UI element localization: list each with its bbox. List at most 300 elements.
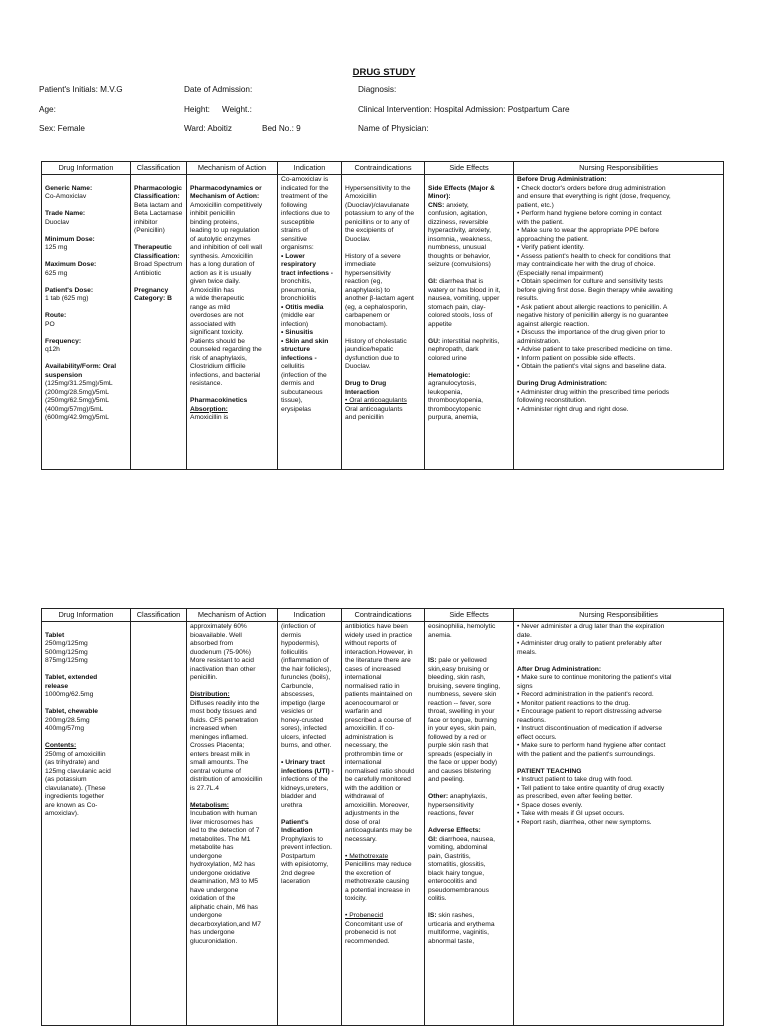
text-line: erysipelas: [281, 405, 312, 413]
text-line: laceration: [281, 878, 310, 885]
text-line: PATIENT TEACHING: [517, 767, 582, 775]
text-line: spreads (especially in: [428, 750, 493, 758]
text-line: resistance.: [190, 380, 223, 387]
line-spacer: [190, 176, 274, 185]
text-line: face or tongue, burning: [428, 716, 497, 724]
text-line: Frequency:: [45, 337, 82, 345]
text-line: is 27.7L.4: [190, 784, 219, 792]
text-line: • Otitis media: [281, 303, 324, 311]
text-line: and penicillin: [345, 414, 384, 421]
text-line: enterocolitis and: [428, 878, 477, 885]
text-line: range as mild: [190, 303, 231, 311]
text-line: [428, 912, 510, 921]
text-line: [428, 202, 510, 211]
text-line: impetigo (large: [281, 699, 326, 707]
text-label: GU:: [428, 337, 441, 345]
text-line: Minor):: [428, 193, 451, 200]
text-label: Other:: [428, 793, 449, 800]
text-line: Before Drug Administration:: [517, 176, 607, 183]
text-line: significant toxicity.: [190, 329, 244, 336]
text-line: pneumonia,: [281, 286, 316, 294]
text-line: • Space doses evenly.: [517, 801, 583, 809]
text-line: Pregnancy: [134, 286, 169, 294]
line-spacer: [45, 176, 127, 185]
text-line: penicillins or to any of: [345, 218, 410, 226]
line-spacer: [134, 278, 183, 287]
col-header-drug-information: Drug Information: [42, 162, 131, 175]
text-line: potassium to any of the: [345, 210, 415, 217]
drug-study-table: [41, 161, 724, 470]
text-line: skin,easy bruising or: [428, 665, 489, 673]
text-line: • Make sure to perform hand hygiene after contact: [517, 742, 666, 749]
line-spacer: [517, 657, 720, 666]
text-label: IS:: [428, 657, 437, 664]
text-line: methotrexate causing: [345, 878, 409, 885]
text-line: thoughts or behavior,: [428, 252, 491, 260]
text-line: • Sinusitis: [281, 329, 314, 336]
text-line: glucuronidation.: [190, 937, 238, 945]
line-spacer: [345, 329, 421, 338]
patient-height: Height:: [184, 105, 210, 114]
text-line: leading to up regulation: [190, 227, 260, 234]
text-line: structure: [281, 346, 310, 353]
line-spacer: [345, 844, 421, 853]
text-line: infections of the: [281, 776, 328, 783]
text-line: vomiting, abdominal: [428, 844, 488, 851]
text-line: the literature there are: [345, 657, 411, 664]
text-line: Drug to Drug: [345, 380, 387, 387]
text-line: action as it is usually: [190, 269, 252, 277]
text-line: small amounts. The: [190, 759, 249, 766]
line-spacer: [190, 793, 274, 802]
text-line: urticaria and erythema: [428, 920, 495, 928]
text-line: (inflammation of: [281, 657, 329, 664]
text-line: Crosses Placenta;: [190, 742, 245, 749]
text-line: • Never administer a drug later than the expiration: [517, 623, 665, 630]
text-line: folliculitis: [281, 648, 308, 656]
text-line: cellulitis: [281, 363, 305, 370]
text-line: Trade Name:: [45, 210, 86, 217]
text-line: Indication: [281, 827, 313, 834]
text-line: amoxicillin. Moreover,: [345, 801, 410, 809]
text-line: most body tissues and: [190, 708, 257, 715]
text-rest: diarrhoea, nausea,: [437, 835, 495, 843]
text-line: Tablet, chewable: [45, 708, 99, 715]
line-spacer: [45, 227, 127, 236]
text-line: bronchitis,: [281, 278, 312, 285]
text-line: widely used in practice: [345, 631, 413, 639]
text-line: confusion, agitation,: [428, 210, 488, 217]
text-line: Co-Amoxiclav: [45, 193, 87, 200]
line-spacer: [45, 623, 127, 632]
text-line: Hematologic:: [428, 371, 471, 379]
text-line: hyperactivity, anxiety,: [428, 227, 491, 234]
text-line: following reconstitution.: [517, 397, 587, 404]
text-line: the excipients of: [345, 227, 394, 234]
text-line: pain, Gastritis,: [428, 852, 471, 860]
text-line: fluids. CFS penetration: [190, 716, 259, 724]
text-line: seizure (convulsions): [428, 261, 491, 268]
text-line: During Drug Administration:: [517, 380, 608, 387]
text-line: History of cholestatic: [345, 337, 407, 345]
text-line: date.: [517, 631, 532, 639]
text-line: normalised ratio should: [345, 767, 415, 775]
text-line: • Advise patient to take prescribed medicine on time.: [517, 346, 673, 353]
line-spacer: [345, 244, 421, 253]
text-line: anaphylaxis) to: [345, 286, 390, 294]
text-rest: diarrhea that is: [437, 278, 484, 285]
text-line: honey-crusted: [281, 716, 324, 724]
cell-drug-information: [42, 175, 131, 470]
text-line: • Take with meals if GI upset occurs.: [517, 810, 625, 817]
text-line: 1 tab (625 mg): [45, 295, 89, 302]
text-line: More resistant to acid: [190, 657, 254, 664]
line-spacer: [428, 785, 510, 794]
text-line: has undergone: [190, 929, 235, 936]
text-line: meninges inflamed.: [190, 733, 248, 741]
text-line: indicated for the: [281, 184, 329, 192]
text-line: hydroxylation, M2 has: [190, 861, 256, 868]
text-line: inhibit penicillin: [190, 210, 235, 217]
text-line: and peeling.: [428, 776, 465, 783]
col-header-classification: Classification: [131, 609, 187, 622]
text-line: suspension: [45, 371, 83, 379]
text-line: Concomitant use of: [345, 920, 403, 928]
text-line: sores), infected: [281, 725, 327, 732]
text-line: decarboxylation,and M7: [190, 920, 262, 928]
text-line: sensitive: [281, 235, 308, 243]
text-line: undergone oxidative: [190, 869, 251, 877]
text-line: administration is: [345, 733, 394, 741]
text-line: necessary, the: [345, 742, 388, 749]
line-spacer: [345, 176, 421, 185]
cell-side-effects: [425, 175, 514, 470]
text-line: Duoclav.: [345, 363, 371, 370]
text-line: 1000mg/62.5mg: [45, 691, 94, 698]
text-line: burns, and other.: [281, 742, 332, 749]
text-line: deamination, M3 to M5: [190, 878, 259, 885]
text-line: have undergone: [190, 886, 239, 894]
text-line: bronchiolitis: [281, 295, 317, 302]
text-line: (600mg/42.9mg)/5mL: [45, 414, 109, 421]
text-line: amoxicillin. If co-: [345, 725, 395, 732]
text-line: administration.: [517, 337, 561, 345]
line-spacer: [517, 372, 720, 381]
line-spacer: [45, 253, 127, 262]
text-line: • Instruct patient to take drug with food.: [517, 776, 633, 783]
text-line: Interaction: [345, 388, 380, 396]
text-line: • Skin and skin: [281, 337, 329, 345]
text-line: undergone: [190, 912, 222, 919]
text-line: • Make sure to continue monitoring the patient's vital: [517, 674, 672, 681]
text-line: • Verify patient identity.: [517, 244, 585, 251]
bed-number: Bed No.: 9: [262, 124, 301, 133]
text-line: Amoxicillin competitively: [190, 201, 263, 209]
text-line: enters breast milk in: [190, 750, 250, 758]
text-line: metabolites. The M1: [190, 835, 251, 843]
table-row: [42, 622, 724, 1026]
text-line: international: [345, 674, 382, 681]
text-line: • Tell patient to take entire quantity of drug exactly: [517, 784, 665, 792]
text-line: After Drug Administration:: [517, 665, 602, 673]
text-line: with the patient and the patient's surroundings.: [517, 750, 656, 758]
text-line: agranulocytosis,: [428, 380, 477, 387]
text-line: tissue),: [281, 397, 303, 404]
line-spacer: [281, 810, 338, 819]
text-line: hypersensitivity: [428, 801, 474, 809]
text-line: and causes blistering: [428, 767, 491, 775]
text-line: Beta Lactamase: [134, 210, 183, 217]
line-spacer: [428, 329, 510, 338]
text-line: 2nd degree: [281, 869, 315, 877]
cell-indication: [278, 175, 342, 470]
text-line: Distribution:: [190, 691, 230, 698]
text-line: counseled regarding the: [190, 346, 262, 353]
text-line: ingredients together: [45, 793, 105, 800]
text-line: • Record administration in the patient's record.: [517, 691, 654, 698]
diagnosis: Diagnosis:: [358, 85, 397, 94]
line-spacer: [428, 649, 510, 658]
text-line: kidneys,ureters,: [281, 784, 329, 792]
text-line: the face or upper body): [428, 759, 498, 766]
text-line: may contraindicate her with the drug of choice.: [517, 261, 656, 268]
text-line: • Lower: [281, 252, 305, 260]
text-line: Pharmacokinetics: [190, 397, 248, 404]
table-header-row: [42, 162, 724, 175]
text-line: eosinophilia, hemolytic: [428, 623, 496, 630]
text-line: has a long duration of: [190, 261, 255, 268]
text-line: another β-lactam agent: [345, 295, 414, 302]
line-spacer: [45, 304, 127, 313]
text-line: stomach pain, clay-: [428, 303, 486, 311]
text-line: prothrombin time or: [345, 750, 403, 758]
text-line: infections (UTI) -: [281, 767, 334, 775]
text-line: of autolytic enzymes: [190, 235, 251, 243]
text-line: vesicles or: [281, 708, 313, 715]
text-line: infections, and bacterial: [190, 371, 261, 379]
col-header-drug-information: Drug Information: [42, 609, 131, 622]
text-line: (infection of: [281, 623, 316, 630]
text-rest: anaphylaxis,: [448, 793, 488, 800]
text-line: anticoagulants may be: [345, 827, 412, 834]
ward: Ward: Aboitiz: [184, 124, 232, 133]
text-line: overdoses are not: [190, 312, 244, 319]
text-line: 400mg/57mg: [45, 725, 85, 732]
text-line: abnormal taste,: [428, 937, 475, 945]
text-line: colored stools, loss of: [428, 312, 493, 319]
patient-weight: Weight.:: [222, 105, 252, 114]
text-line: reactions, fever: [428, 810, 474, 817]
text-line: and ensure that everything is right (dose, frequency,: [517, 193, 671, 200]
line-spacer: [45, 355, 127, 364]
line-spacer: [428, 270, 510, 279]
text-line: Postpartum: [281, 852, 316, 860]
text-line: liver microsomes has: [190, 818, 253, 826]
text-line: before giving first dose. Begin therapy while awaiting: [517, 286, 673, 294]
text-line: treatment of the: [281, 193, 328, 200]
text-line: susceptible: [281, 218, 315, 226]
line-spacer: [134, 176, 183, 185]
text-line: 875mg/125mg: [45, 657, 88, 664]
text-line: necessary.: [345, 835, 377, 843]
text-line: as prescribed, even after feeling better.: [517, 793, 633, 800]
col-header-contraindications: Contraindications: [342, 609, 425, 622]
cell-mechanism: [187, 175, 278, 470]
col-header-indication: Indication: [278, 609, 342, 622]
cell-nursing: [514, 622, 724, 1026]
cell-classification: [131, 175, 187, 470]
text-line: • Discuss the importance of the drug given prior to: [517, 329, 666, 336]
text-line: appetite: [428, 320, 452, 328]
text-line: immediate: [345, 261, 376, 268]
text-label: CNS:: [428, 201, 445, 209]
text-line: associated with: [190, 320, 236, 328]
text-line: metabolite has: [190, 844, 234, 851]
text-rest: interstitial nephritis,: [440, 337, 500, 345]
text-line: • Assess patient's health to check for conditions that: [517, 252, 671, 260]
text-line: jaundice/hepatic: [345, 346, 394, 353]
text-line: prevent infection.: [281, 844, 332, 851]
col-header-side-effects: Side Effects: [425, 162, 514, 175]
text-line: antibiotics have been: [345, 623, 408, 630]
drug-study-table-continued: [41, 608, 724, 1026]
cell-classification: [131, 622, 187, 1026]
text-line: respiratory: [281, 261, 316, 268]
text-line: Classification:: [134, 193, 180, 200]
text-line: ulcers, infected: [281, 733, 326, 741]
text-line: Minimum Dose:: [45, 235, 95, 243]
cell-drug-information: [42, 622, 131, 1026]
text-line: amoxiclav).: [45, 810, 79, 817]
text-rest: pale or yellowed: [436, 657, 487, 664]
text-line: [428, 657, 510, 666]
text-line: • Urinary tract: [281, 759, 325, 766]
text-line: Penicillins may reduce: [345, 861, 412, 868]
line-spacer: [45, 700, 127, 709]
text-line: followed by a red or: [428, 733, 487, 741]
text-line: reactions.: [517, 716, 546, 724]
text-line: recommended.: [345, 937, 390, 945]
text-line: Co-amoxiclav is: [281, 176, 329, 183]
line-spacer: [428, 640, 510, 649]
text-line: pseudomembranous: [428, 886, 489, 894]
text-line: prescribed a course of: [345, 716, 412, 724]
text-line: • Instruct discontinuation of medication if adverse: [517, 725, 663, 732]
text-line: furuncles (boils),: [281, 674, 331, 681]
text-line: Patients should be: [190, 337, 246, 345]
text-line: Duoclav: [45, 218, 70, 226]
col-header-mechanism: Mechanism of Action: [187, 609, 278, 622]
text-line: urethra: [281, 801, 303, 809]
text-line: q12h: [45, 346, 60, 353]
text-line: patient, etc.): [517, 201, 554, 209]
text-line: infections -: [281, 354, 317, 362]
cell-mechanism: [187, 622, 278, 1026]
text-line: Metabolism:: [190, 801, 230, 809]
text-line: infection): [281, 320, 309, 328]
text-line: dizziness, reversible: [428, 218, 489, 226]
table-header-row: [42, 609, 724, 622]
text-line: Beta lactam and: [134, 201, 183, 209]
text-line: Oral anticoagulants: [345, 405, 403, 413]
text-line: effect occurs.: [517, 733, 557, 741]
text-line: international: [345, 759, 382, 766]
text-line: interaction.However, in: [345, 648, 413, 656]
text-line: Absorption:: [190, 405, 228, 413]
text-line: approaching the patient.: [517, 235, 589, 243]
text-line: monobactam).: [345, 320, 388, 328]
text-line: Patient's: [281, 818, 309, 826]
text-line: dermis: [281, 631, 302, 639]
patient-initials: Patient's Initials: M.V.G: [39, 85, 123, 94]
text-line: reaction (eg,: [345, 278, 383, 285]
text-line: (Especially renal impairment): [517, 269, 604, 277]
text-line: probenecid is not: [345, 929, 396, 936]
text-line: History of a severe: [345, 252, 401, 260]
text-line: given twice daily.: [190, 278, 241, 285]
text-line: Pharmacodynamics or: [190, 184, 262, 192]
text-line: anemia.: [428, 631, 452, 639]
text-line: the hair follicles),: [281, 665, 332, 673]
text-line: • Oral anticoagulants: [345, 397, 407, 404]
text-line: Maximum Dose:: [45, 261, 97, 268]
text-line: 250mg/125mg: [45, 640, 88, 647]
text-line: Broad Spectrum: [134, 261, 183, 268]
line-spacer: [45, 202, 127, 211]
date-of-admission: Date of Admission:: [184, 85, 253, 94]
text-line: 500mg/125mg: [45, 648, 88, 656]
text-line: 125 mg: [45, 244, 68, 251]
text-line: a potential increase in: [345, 886, 411, 894]
text-label: GI:: [428, 278, 438, 285]
text-line: aliphatic chain, M6 has: [190, 903, 259, 911]
text-line: Mechanism of Action:: [190, 193, 260, 200]
text-line: warfarin and: [345, 708, 382, 715]
text-line: patients maintained on: [345, 691, 413, 698]
text-line: abscesses,: [281, 691, 315, 698]
text-line: against allergic reaction.: [517, 320, 590, 328]
text-line: Duoclav.: [345, 235, 371, 243]
text-line: acenocoumarol or: [345, 699, 399, 707]
physician-name: Name of Physician:: [358, 124, 429, 133]
text-line: leukopenia,: [428, 388, 463, 396]
cell-indication: [278, 622, 342, 1026]
text-line: Incubation with human: [190, 810, 257, 817]
text-line: (eg, a cephalosporin,: [345, 303, 408, 311]
text-line: approximately 60%: [190, 623, 247, 630]
line-spacer: [281, 751, 338, 760]
text-line: multiforme, vaginitis,: [428, 929, 489, 936]
text-line: undergone: [190, 852, 222, 860]
text-line: nausea, vomiting, upper: [428, 295, 500, 302]
text-line: with episiotomy,: [281, 861, 329, 868]
text-line: colored urine: [428, 354, 467, 362]
text-line: bleeding, skin rash,: [428, 674, 486, 681]
line-spacer: [45, 329, 127, 338]
text-line: • Inform patient on possible side effects.: [517, 354, 636, 362]
text-line: • Report rash, diarrhea, other new symptoms.: [517, 818, 652, 826]
text-line: [428, 278, 510, 287]
text-line: Hypersensitivity to the: [345, 184, 411, 192]
text-line: bruising, severe tingling,: [428, 682, 501, 690]
text-line: clavulanate). (These: [45, 784, 106, 792]
text-rest: skin rashes,: [436, 912, 475, 919]
text-line: • Probenecid: [345, 912, 384, 919]
text-line: (250mg/62.5mg)/5mL: [45, 397, 109, 404]
cell-side-effects: [425, 622, 514, 1026]
col-header-side-effects: Side Effects: [425, 609, 514, 622]
text-line: Patient's Dose:: [45, 286, 94, 294]
